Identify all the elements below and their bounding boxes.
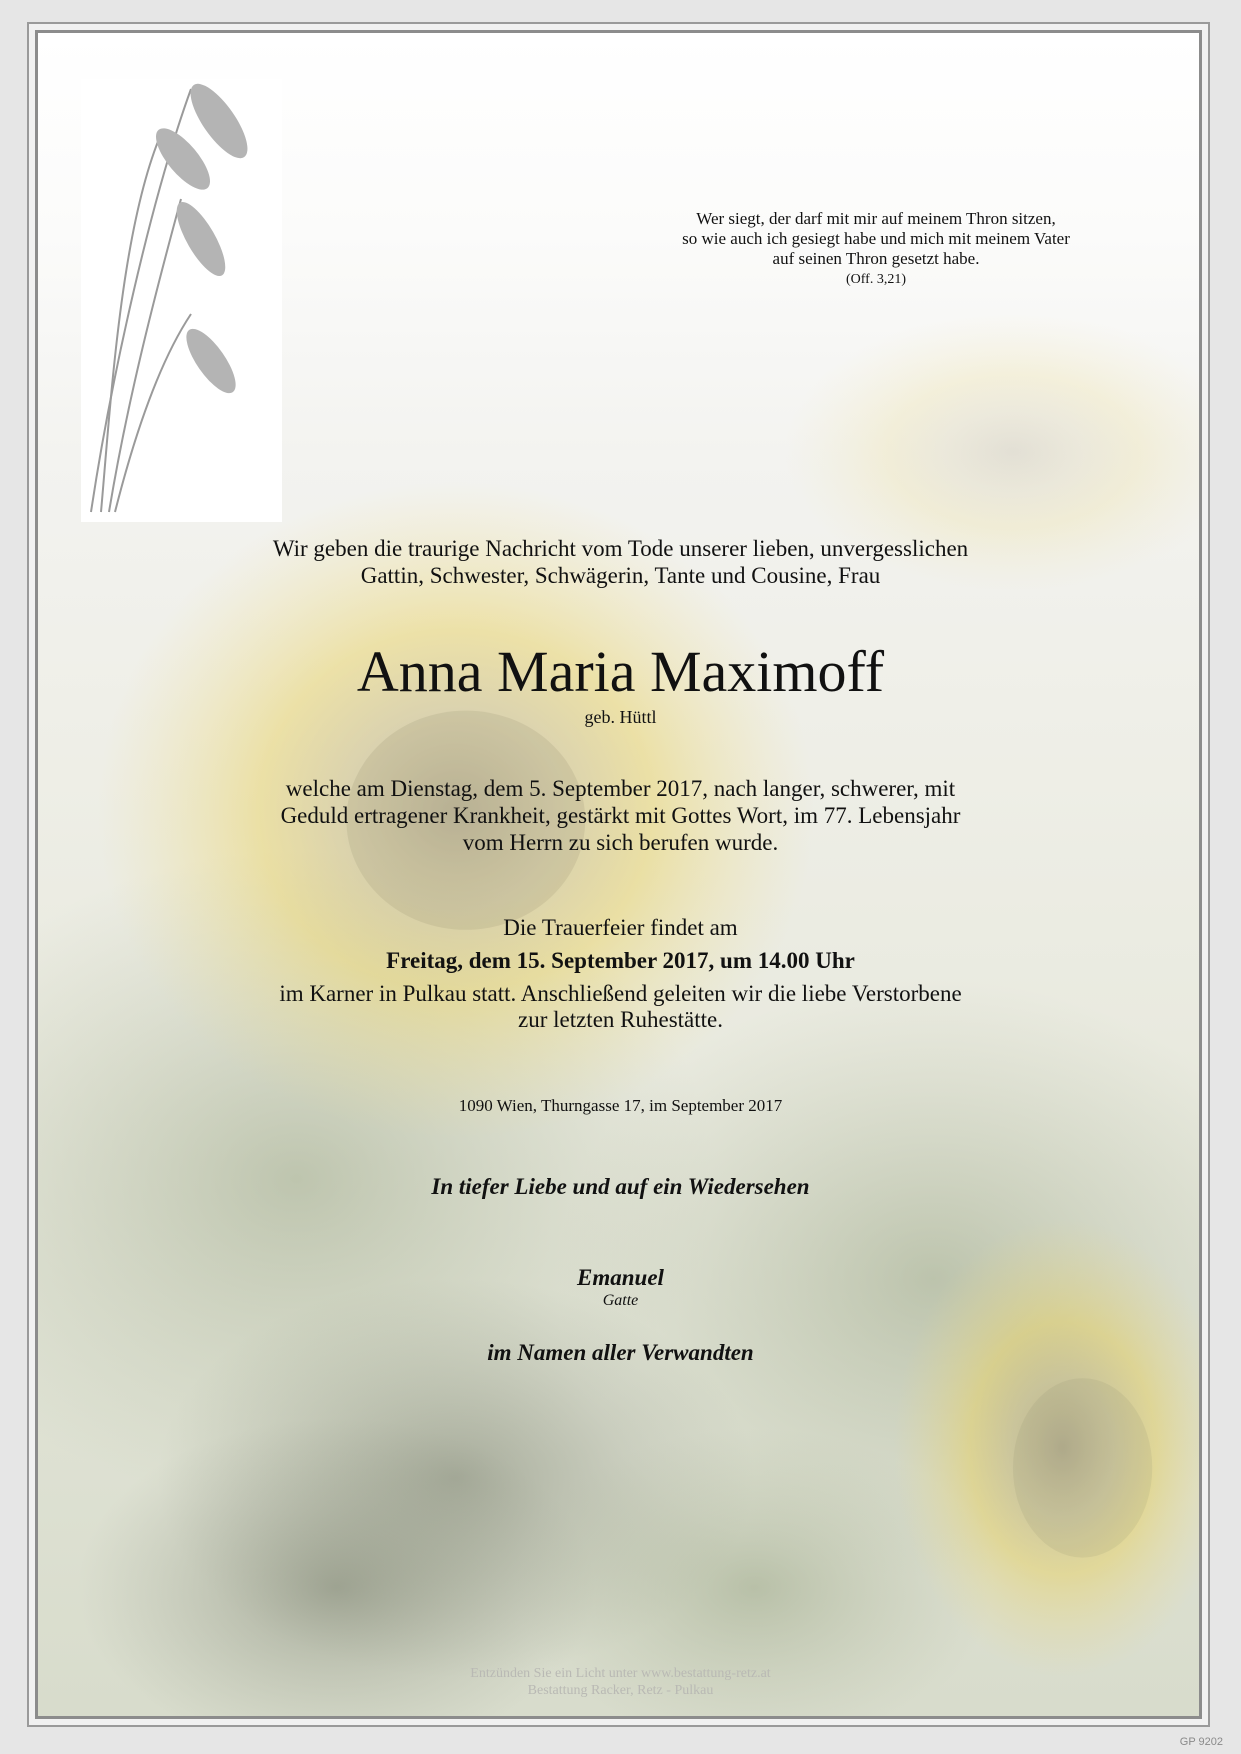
verse-line: Wer siegt, der darf mit mir auf meinem Thron sitzen,	[696, 209, 1056, 228]
funeral-date: Freitag, dem 15. September 2017, um 14.00 Uhr	[386, 948, 855, 973]
deceased-name: Anna Maria Maximoff	[356, 639, 885, 704]
mourner-name: Emanuel	[577, 1265, 664, 1290]
wheat-icon	[81, 79, 282, 522]
intro-line: Gattin, Schwester, Schwägerin, Tante und Cousine, Frau	[360, 563, 881, 589]
footer-company: Bestattung Racker, Retz - Pulkau	[527, 1682, 714, 1698]
death-line: vom Herrn zu sich berufen wurde.	[462, 830, 779, 856]
funeral-intro: Die Trauerfeier findet am	[503, 915, 738, 940]
death-line: welche am Dienstag, dem 5. September 2017, nach langer, schwerer, mit	[285, 776, 956, 801]
verse-line: so wie auch ich gesiegt habe und mich mit meinem Vater	[682, 229, 1070, 249]
bible-verse	[621, 209, 1131, 289]
document-code: GP 9202	[1179, 1736, 1223, 1748]
funeral-location	[0, 981, 1241, 1034]
death-text	[0, 775, 1241, 856]
funeral-location-line: zur letzten Ruhestätte.	[517, 1007, 723, 1033]
closing-family: im Namen aller Verwandten	[487, 1340, 754, 1365]
mourner-relation: Gatte	[602, 1292, 639, 1309]
verse-line: auf seinen Thron gesetzt habe.	[772, 249, 980, 269]
place-and-date: 1090 Wien, Thurngasse 17, im September 2017	[458, 1096, 783, 1115]
closing-love: In tiefer Liebe und auf ein Wiedersehen	[431, 1174, 810, 1199]
footer-link-text: Entzünden Sie ein Licht unter www.bestattung-retz.at	[470, 1666, 771, 1681]
intro-line: Wir geben die traurige Nachricht vom Tode unserer lieben, unvergesslichen	[272, 536, 969, 561]
death-line: Geduld ertragener Krankheit, gestärkt mit Gottes Wort, im 77. Lebensjahr	[280, 803, 961, 829]
wheat-ears-ornament	[81, 79, 282, 522]
footer	[0, 1666, 1241, 1700]
birth-name: geb. Hüttl	[584, 707, 657, 727]
verse-reference: (Off. 3,21)	[845, 272, 906, 288]
funeral-location-line: im Karner in Pulkau statt. Anschließend geleiten wir die liebe Verstorbene	[279, 981, 962, 1006]
intro-text	[0, 535, 1241, 589]
